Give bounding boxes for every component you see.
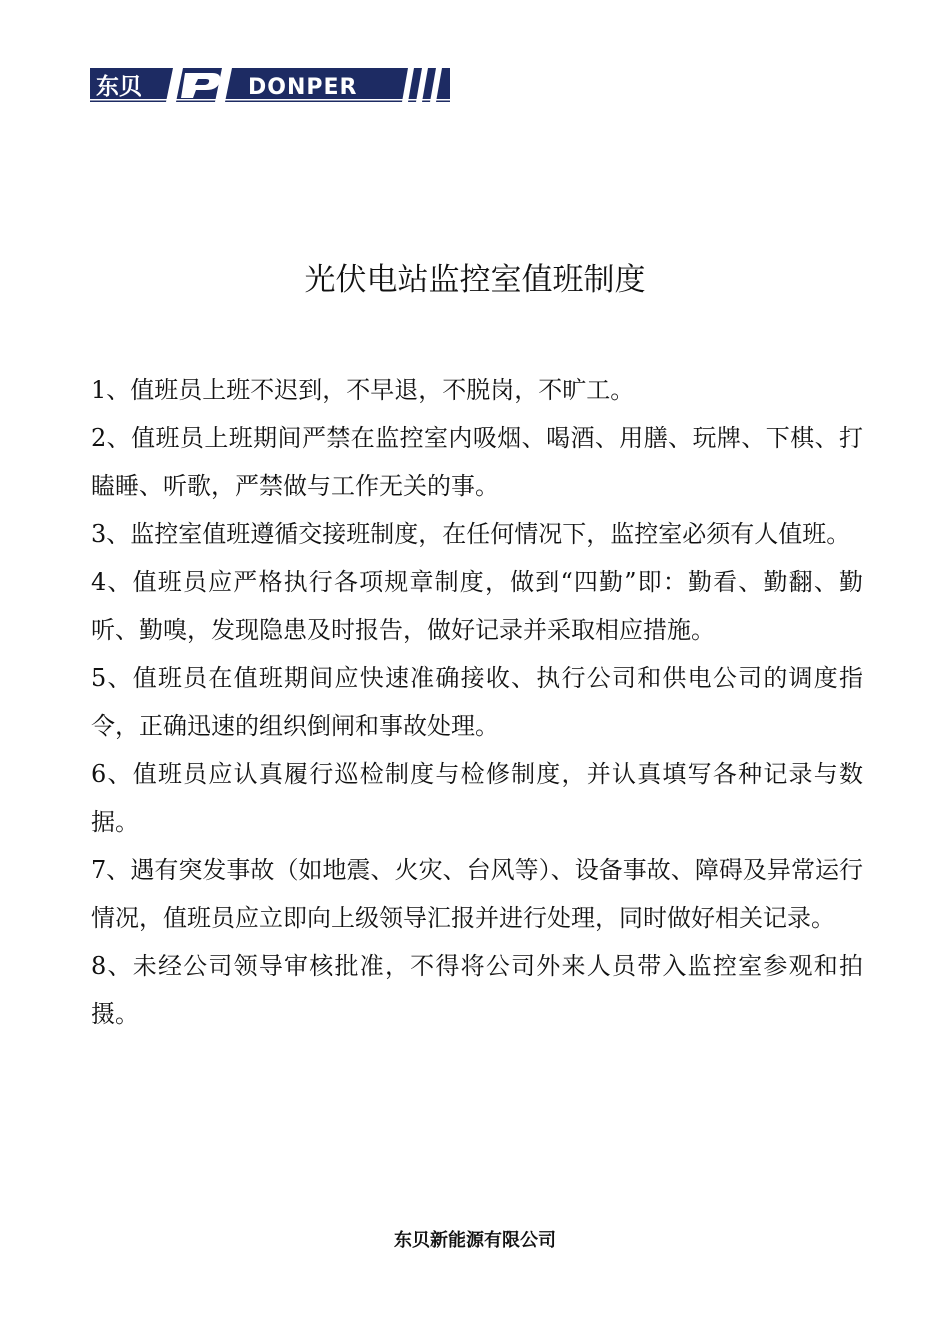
rules-list (91, 366, 863, 1038)
donper-logo-graphic (90, 68, 450, 102)
rule-item: 4、值班员应严格执行各项规章制度，做到“四勤”即：勤看、勤翻、勤听、勤嗅，发现隐患及时报告，做好记录并采取相应措施。 (91, 568, 863, 644)
logo-brand-cn: 东贝 (96, 74, 142, 100)
rule-item: 8、未经公司领导审核批准，不得将公司外来人员带入监控室参观和拍摄。 (91, 952, 863, 1028)
rule-item: 3、监控室值班遵循交接班制度，在任何情况下，监控室必须有人值班。 (91, 520, 851, 548)
logo-brand-en: DONPER (248, 75, 358, 100)
donper-logo (90, 68, 450, 102)
rule-item: 7、遇有突发事故（如地震、火灾、台风等）、设备事故、障碍及异常运行情况，值班员应立即向上级领导汇报并进行处理，同时做好相关记录。 (91, 856, 863, 932)
rule-item: 2、值班员上班期间严禁在监控室内吸烟、喝酒、用膳、玩牌、下棋、打瞌睡、听歌，严禁做与工作无关的事。 (91, 424, 863, 500)
company-name-footer: 东贝新能源有限公司 (394, 1230, 556, 1251)
rule-item: 1、值班员上班不迟到，不早退，不脱岗，不旷工。 (91, 376, 635, 404)
document-title: 光伏电站监控室值班制度 (304, 262, 646, 298)
rule-item: 6、值班员应认真履行巡检制度与检修制度，并认真填写各种记录与数据。 (91, 760, 863, 836)
rule-item: 5、值班员在值班期间应快速准确接收、执行公司和供电公司的调度指令，正确迅速的组织倒闸和事故处理。 (91, 664, 863, 740)
